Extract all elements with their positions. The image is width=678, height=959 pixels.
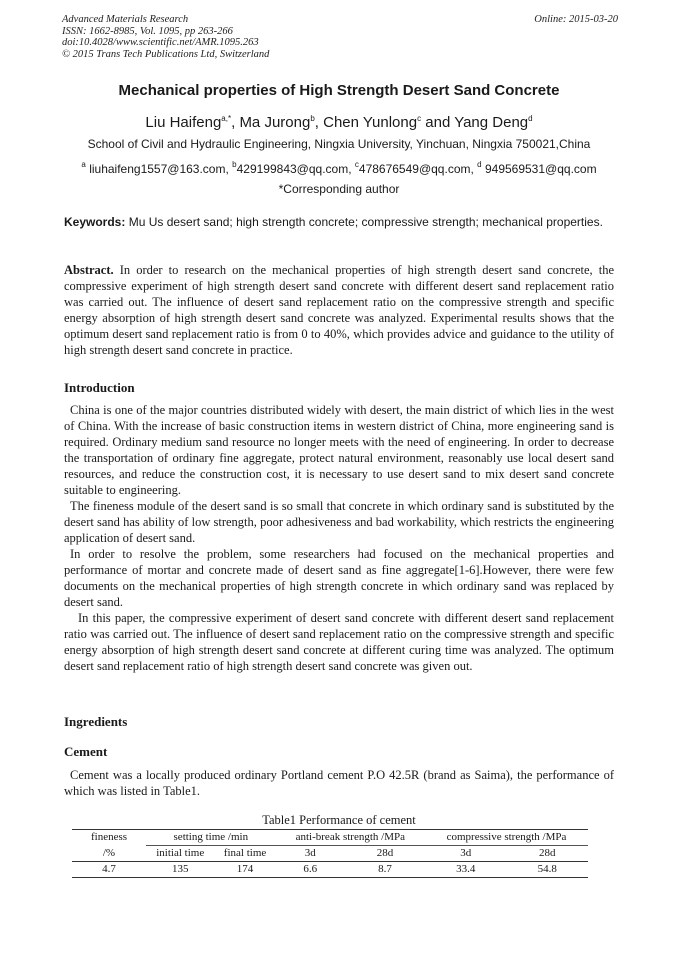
table-header-row [72, 830, 588, 846]
email-link[interactable]: 429199843@qq.com [236, 162, 349, 176]
author-separator: , [314, 114, 324, 131]
paper-title: Mechanical properties of High Strength Desert Sand Concrete [118, 82, 560, 99]
table-header-cell: setting time /min [146, 830, 276, 846]
author-list [0, 114, 678, 131]
cement-heading: Cement [64, 744, 108, 759]
table-subheader-row [72, 846, 588, 862]
table-header-cell: 3d [276, 846, 345, 862]
email-link[interactable]: 478676549@qq.com [358, 162, 471, 176]
table-header-cell: compressive strength /MPa [425, 830, 588, 846]
table-cell: 6.6 [276, 862, 345, 878]
email-sup: b [232, 160, 237, 169]
table-cell: 174 [214, 862, 275, 878]
email-link[interactable]: liuhaifeng1557@163.com [89, 162, 226, 176]
table-header-cell: anti-break strength /MPa [276, 830, 425, 846]
table-cell: 33.4 [425, 862, 506, 878]
table-row [72, 862, 588, 878]
author-name: Yang Deng [454, 114, 529, 131]
paragraph: The fineness module of the desert sand is so small that concrete in which ordinary sand is substituted by the desert sand has ability of low strength, poor adhesiveness and bad workability, which restricts the engineering application of desert sand. [64, 499, 614, 545]
online-date: Online: 2015-03-20 [534, 14, 618, 25]
email-list: $^a$ liuhaifeng1557@163.com, $^b$429199843@qq.com, $^c$478676549@qq.com, $^d$ 949569531@qq.com [81, 160, 597, 176]
table-header-cell: 3d [425, 846, 506, 862]
ingredients-heading: Ingredients [64, 714, 128, 729]
author-separator: and [421, 114, 455, 131]
affiliation: School of Civil and Hydraulic Engineering, Ningxia University, Yinchuan, Ningxia 750021,China [87, 137, 591, 151]
author-name: Ma Jurong [239, 114, 311, 131]
table-caption: Table1 Performance of cement [262, 813, 416, 827]
table-header-cell: initial time [146, 846, 214, 862]
keywords-section [64, 215, 614, 230]
author-sup: a,* [221, 114, 232, 123]
abstract-label: Abstract. [64, 263, 114, 277]
table-header-cell: fineness [72, 830, 146, 846]
abstract-section [64, 262, 614, 358]
paragraph: In order to resolve the problem, some researchers had focused on the mechanical properties and performance of mortar and concrete made of desert sand as fine aggregate[1-6].However, there were few documents on the mechanical properties of high strength concrete in which ordinary sand was replaced by desert sand. [64, 547, 614, 609]
author-separator: , [231, 114, 240, 131]
author-sup: b [310, 114, 315, 123]
paragraph: In this paper, the compressive experiment of desert sand concrete with different desert sand replacement ratio was carried out. The influence of desert sand replacement ratio on the compressive strength and specific energy absorption of high strength desert sand concrete at different curing time was analyzed. The optimum desert sand replacement ratio of high strength desert sand concrete was given out. [64, 611, 614, 673]
copyright-line: © 2015 Trans Tech Publications Ltd, Switzerland [62, 48, 270, 60]
table-header-cell: final time [214, 846, 275, 862]
cement-performance-table [72, 829, 588, 878]
cement-body [64, 767, 614, 799]
email-sup: c [354, 160, 359, 169]
table-header-cell: /% [72, 846, 146, 862]
introduction-body [64, 402, 614, 674]
table-cell: 4.7 [72, 862, 146, 878]
table-header-cell: 28d [345, 846, 425, 862]
journal-name: Advanced Materials Research [62, 14, 189, 25]
journal-header [62, 14, 618, 60]
email-link[interactable]: 949569531@qq.com [484, 162, 597, 176]
keywords-text: Mu Us desert sand; high strength concrete; compressive strength; mechanical properties. [128, 215, 603, 229]
author-name: Liu Haifeng [145, 114, 222, 131]
author-sup: d [528, 114, 533, 123]
author-sup: c [417, 114, 422, 123]
paragraph: Cement was a locally produced ordinary Portland cement P.O 42.5R (brand as Saima), the performance of which was listed in Table1. [64, 768, 614, 798]
table-cell: 135 [146, 862, 214, 878]
table-header-cell: 28d [506, 846, 588, 862]
issn-line: ISSN: 1662-8985, Vol. 1095, pp 263-266 [62, 25, 233, 37]
email-sup: d [477, 160, 482, 169]
keywords-label: Keywords: [64, 215, 126, 229]
abstract-text: In order to research on the mechanical properties of high strength desert sand concrete, the compressive experiment of high strength desert sand concrete with different desert sand replacement ratio was carried out. The influence of desert sand replacement ratio on the compressive strength and specific energy absorption of high strength desert sand concrete was analyzed. Experimental results shows that the optimum desert sand replacement ratio is from 0 to 40%, which provides advice and guidance to the utility of high strength desert sand concrete in practice. [64, 263, 614, 357]
table-cell: 54.8 [506, 862, 588, 878]
doi-line: doi:10.4028/www.scientific.net/AMR.1095.263 [62, 37, 259, 48]
table-cell: 8.7 [345, 862, 425, 878]
paragraph: China is one of the major countries distributed widely with desert, the main district of which lies in the west of China. With the increase of basic construction items in western district of China, more engineering sand is required. Ordinary medium sand resource no longer meets with the need of engineering. In order to decrease the transportation of ordinary fine aggregate, protect natural environment, reasonably use local desert sand resources, and reduce the construction cost, it is necessary to use desert sand to mix desert sand concrete suitable to engineering. [64, 403, 614, 497]
corresponding-author-note: *Corresponding author [278, 182, 400, 196]
introduction-heading: Introduction [64, 380, 135, 395]
author-name: Chen Yunlong [323, 114, 418, 131]
email-sup: a [81, 160, 86, 169]
